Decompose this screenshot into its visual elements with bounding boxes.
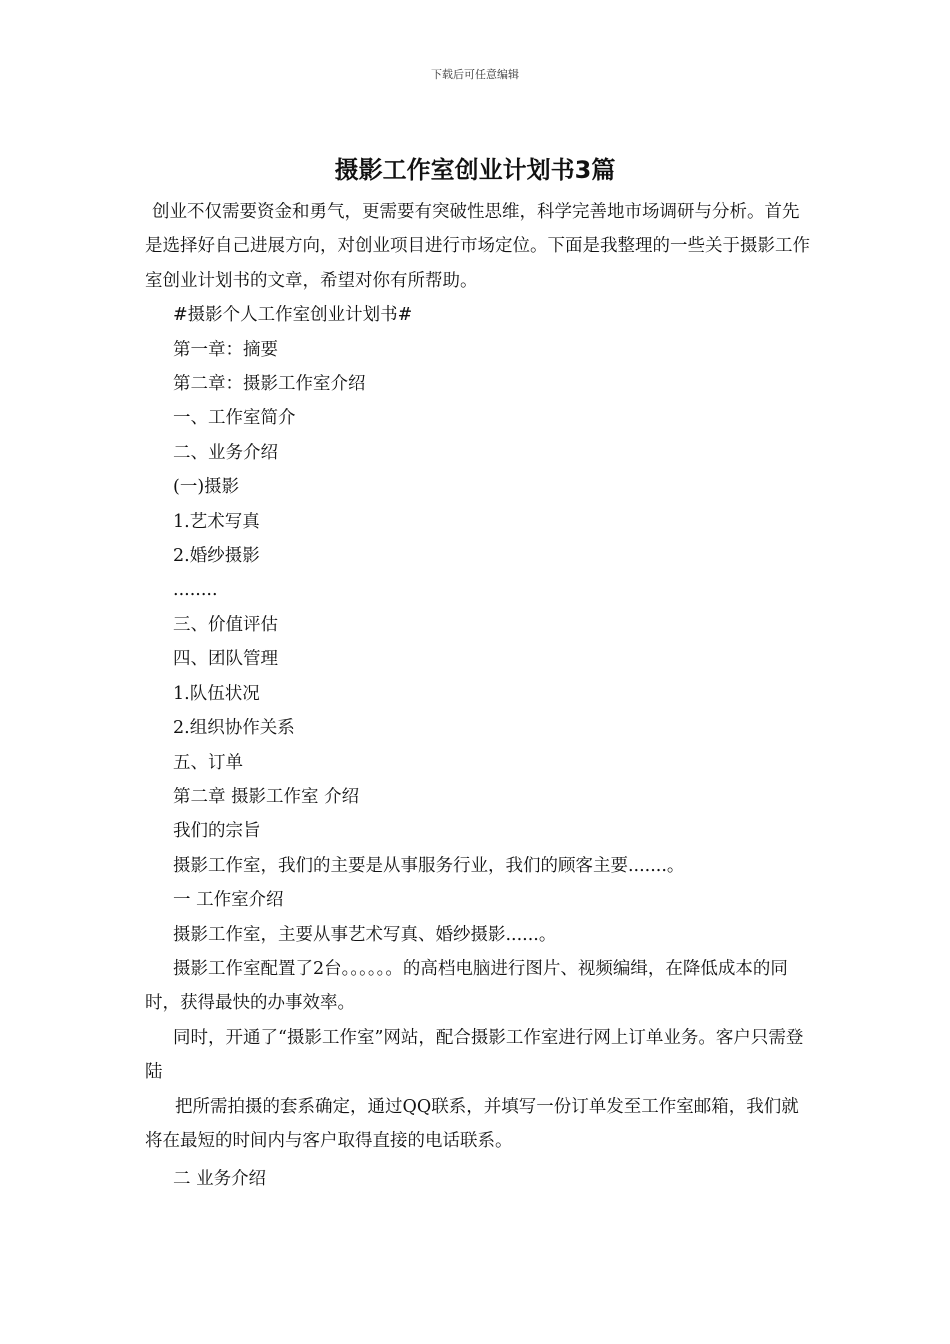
paragraph: 一 工作室介绍 <box>173 890 284 911</box>
paragraph: 摄影工作室配置了2台。。。。。。的高档电脑进行图片、视频编缉，在降低成本的同时，获得最快的办事效率。 <box>145 958 788 1014</box>
document-body <box>145 195 815 1197</box>
paragraph: 第二章：摄影工作室介绍 <box>173 374 366 395</box>
paragraph: 五、订单 <box>173 752 243 773</box>
paragraph: (一)摄影 <box>173 477 240 498</box>
document-title: 摄影工作室创业计划书3篇 <box>334 156 616 184</box>
paragraph: 我们的宗旨 <box>173 821 261 842</box>
paragraph: #摄影个人工作室创业计划书# <box>173 305 413 326</box>
paragraph: 2.组织协作关系 <box>173 718 295 739</box>
paragraph: 二、业务介绍 <box>173 442 278 463</box>
paragraph: 摄影工作室，主要从事艺术写真、婚纱摄影......。 <box>173 924 557 945</box>
page-header-note: 下载后可任意编辑 <box>431 68 519 81</box>
paragraph: 三、价值评估 <box>173 614 278 635</box>
paragraph: 1.艺术写真 <box>173 511 260 532</box>
paragraph: 一、工作室简介 <box>173 408 296 429</box>
paragraph: 第二章 摄影工作室 介绍 <box>173 786 360 807</box>
paragraph: ........ <box>173 580 218 601</box>
paragraph: 1.队伍状况 <box>173 683 260 704</box>
paragraph: 第一章：摘要 <box>173 339 278 360</box>
paragraph: 四、团队管理 <box>173 649 278 670</box>
paragraph: 摄影工作室，我们的主要是从事服务行业，我们的顾客主要.......。 <box>173 855 685 876</box>
section-heading: 二 业务介绍 <box>173 1169 267 1190</box>
paragraph: 同时，开通了“摄影工作室”网站，配合摄影工作室进行网上订单业务。客户只需登陆 <box>145 1027 804 1083</box>
paragraph: 2.婚纱摄影 <box>173 546 260 567</box>
intro-paragraph: 创业不仅需要资金和勇气，更需要有突破性思维，科学完善地市场调研与分析。首先是选择好自己进展方向，对创业项目进行市场定位。下面是我整理的一些关于摄影工作室创业计划书的文章，希望对你有所帮助。 <box>145 202 810 291</box>
paragraph: 把所需拍摄的套系确定，通过QQ联系，并填写一份订单发至工作室邮箱，我们就将在最短的时间内与客户取得直接的电话联系。 <box>145 1096 799 1151</box>
